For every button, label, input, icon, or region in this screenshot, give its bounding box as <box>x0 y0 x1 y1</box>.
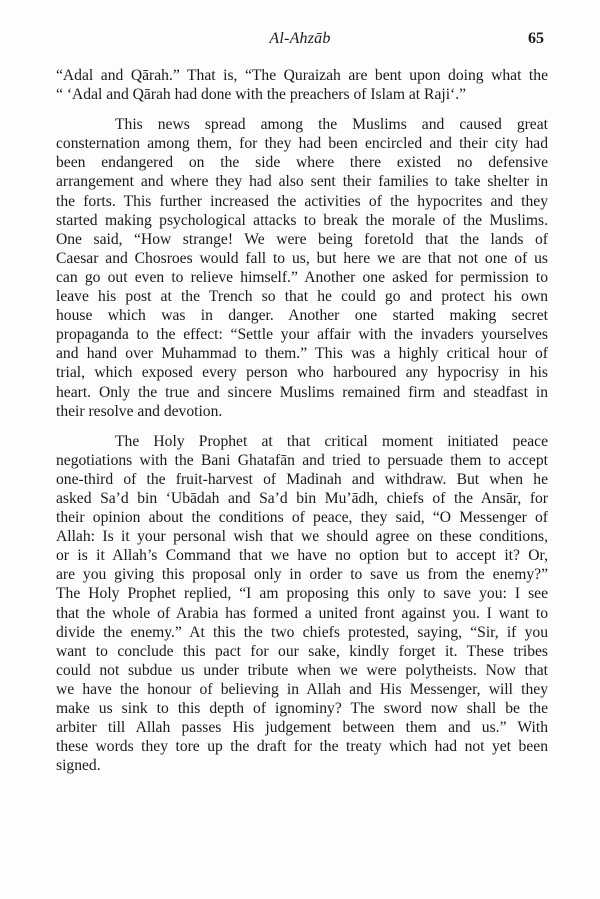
text-line: heart. Only the true and sincere Muslims remained firm and steadfast in <box>56 383 548 401</box>
text-line: “Adal and Qārah.” That is, “The Quraizah are bent upon doing what the <box>56 67 548 84</box>
text-line: Allah: Is it your personal wish that we should agree on these conditions, <box>56 528 548 546</box>
paragraph-1 <box>56 66 548 104</box>
text-line: make us sink to this depth of ignominy? The sword now shall be the <box>56 700 548 717</box>
page-number: 65 <box>528 30 544 47</box>
text-line: propaganda to the effect: “Settle your affair with the invaders yourselves <box>56 326 548 344</box>
page-header <box>0 30 600 50</box>
text-line: The Holy Prophet replied, “I am proposing this only to save you: I see <box>56 585 548 603</box>
text-line: one-third of the fruit-harvest of Madinah and withdraw. But when he <box>56 470 548 488</box>
text-line: been endangered on the side where there existed no defensive <box>56 154 548 172</box>
paragraph-3 <box>56 432 548 776</box>
text-line: arbiter till Allah passes His judgement between them and us.” With <box>56 719 548 737</box>
text-line: One said, “How strange! We were being foretold that the lands of <box>56 230 548 248</box>
text-line: their opinion about the conditions of peace, they said, “O Messenger of <box>56 509 548 527</box>
text-line: divide the enemy.” At this the two chiefs protested, saying, “Sir, if you <box>56 623 548 641</box>
body-text <box>56 66 548 775</box>
text-line: their resolve and devotion. <box>56 402 223 420</box>
text-line: are you giving this proposal only in order to save us from the enemy?” <box>56 566 548 584</box>
text-line: Caesar and Chosroes would fall to us, but here we are that not one of us <box>56 249 548 267</box>
text-line: asked Sa’d bin ‘Ubādah and Sa’d bin Mu’ādh, chiefs of the Ansār, for <box>56 489 548 507</box>
text-line: signed. <box>56 757 101 775</box>
text-line: could not subdue us under tribute when we were polytheists. Now that <box>56 661 548 679</box>
text-line: want to conclude this pact for our sake, kindly forget it. These tribes <box>56 642 548 660</box>
text-line: and hand over Muhammad to them.” This was a highly critical hour of <box>56 345 548 363</box>
text-line: can go out even to relieve himself.” Another one asked for permission to <box>56 268 548 286</box>
text-line: started making psychological attacks to break the morale of the Muslims. <box>56 211 548 229</box>
text-line: arrangement and where they had also sent their families to take shelter in <box>56 173 548 191</box>
paragraph-2 <box>56 115 548 421</box>
text-line: or is it Allah’s Command that we have no option but to accept it? Or, <box>56 547 548 565</box>
text-line: The Holy Prophet at that critical moment initiated peace <box>115 432 548 450</box>
text-line: negotiations with the Bani Ghatafān and tried to persuade them to accept <box>56 451 548 469</box>
text-line: we have the honour of believing in Allah and His Messenger, will they <box>56 680 548 698</box>
text-line: consternation among them, for they had been encircled and their city had <box>56 135 548 153</box>
text-line: “ ‘Adal and Qārah had done with the preachers of Islam at Raji‘.” <box>56 86 467 104</box>
text-line: the forts. This further increased the activities of the hypocrites and they <box>56 192 548 210</box>
text-line: that the whole of Arabia has formed a united front against you. I want to <box>56 604 548 622</box>
text-line: house which was in danger. Another one started making secret <box>56 307 548 325</box>
text-line: these words they tore up the draft for the treaty which had not yet been <box>56 738 548 756</box>
running-title: Al-Ahzāb <box>269 30 331 47</box>
text-line: This news spread among the Muslims and caused great <box>115 116 548 134</box>
text-line: leave his post at the Trench so that he could go and protect his own <box>56 288 548 306</box>
text-line: trial, which exposed every person who harboured any hypocrisy in his <box>56 364 548 382</box>
